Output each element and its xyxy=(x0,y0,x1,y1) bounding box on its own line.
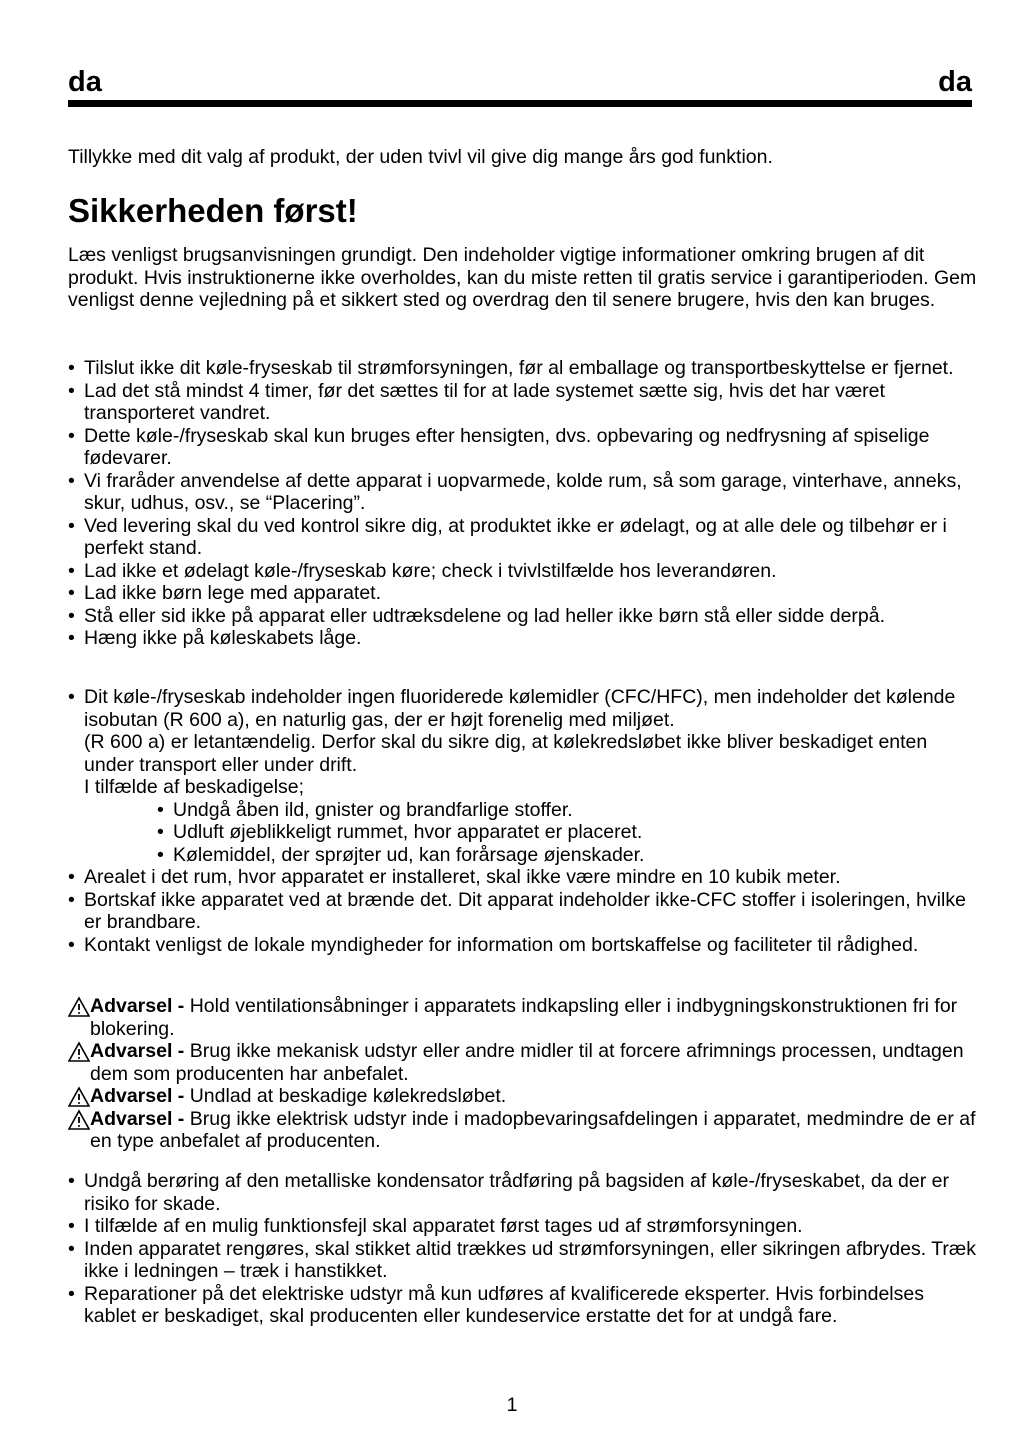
warning-item xyxy=(68,1040,980,1085)
page-number: 1 xyxy=(506,1394,518,1416)
warning-text: Brug ikke mekanisk udstyr eller andre midler til at forcere afrimnings processen, undtagen dem som producenten har anbefalet. xyxy=(90,1040,964,1085)
list-item xyxy=(68,686,980,799)
sub-list-item: • Udluft øjeblikkeligt rummet, hvor apparatet er placeret. xyxy=(68,821,980,844)
refrigerant-continuation: (R 600 a) er letantændelig. Derfor skal du sikre dig, at kølekredsløbet ikke bliver beskadiget enten under transport eller under drift. xyxy=(84,731,928,776)
list-item: • Inden apparatet rengøres, skal stikket altid trækkes ud strømforsyningen, eller sikringen afbrydes. Træk ikke i ledningen – træk i hanstikket. xyxy=(68,1238,980,1283)
warning-triangle-icon xyxy=(68,996,90,1018)
list-item: • Stå eller sid ikke på apparat eller udtræksdelene og lad heller ikke børn stå eller sidde derpå. xyxy=(68,605,980,628)
refrigerant-main: • Dit køle-/fryseskab indeholder ingen fluoriderede kølemidler (CFC/HFC), men indeholder det kølende isobutan (R 600 a), en naturlig gas, der er højt forenelig med miljøet. xyxy=(84,686,956,731)
header-language-left: da xyxy=(68,66,102,98)
warning-triangle-icon xyxy=(68,1109,90,1131)
warning-triangle-icon xyxy=(68,1041,90,1063)
warning-text: Undlad at beskadige kølekredsløbet. xyxy=(189,1085,507,1107)
list-item: • Tilslut ikke dit køle-fryseskab til strømforsyningen, før al emballage og transportbeskyttelse er fjernet. xyxy=(68,357,980,380)
list-item: • Arealet i det rum, hvor apparatet er installeret, skal ikke være mindre en 10 kubik meter. xyxy=(68,866,980,889)
list-item: • Kontakt venligst de lokale myndigheder for information om bortskaffelse og faciliteter til rådighed. xyxy=(68,934,980,957)
sub-list-item: • Undgå åben ild, gnister og brandfarlige stoffer. xyxy=(68,799,980,822)
warning-text: Hold ventilationsåbninger i apparatets indkapsling eller i indbygningskonstruktionen fri for blokering. xyxy=(90,995,958,1040)
body-text: Læs venligst brugsanvisningen grundigt. Den indeholder vigtige informationer omkring brugen af dit produkt. Hvis instruktionerne ikke overholdes, kan du miste retten til gratis service i garantiperioden. Gem venligst denne vejledning på et sikkert sted og overdrag den til senere brugere, hvis den kan bruges. xyxy=(68,244,977,311)
list-item: • Dette køle-/fryseskab skal kun bruges efter hensigten, dvs. opbevaring og nedfrysning af spiselige fødevarer. xyxy=(68,425,980,470)
safety-list xyxy=(68,357,980,650)
damage-intro: I tilfælde af beskadigelse; xyxy=(84,776,305,798)
sub-list-item: • Kølemiddel, der sprøjter ud, kan forårsage øjenskader. xyxy=(68,844,980,867)
section-heading: Sikkerheden først! xyxy=(68,192,358,229)
list-item: • Bortskaf ikke apparatet ved at brænde det. Dit apparat indeholder ikke-CFC stoffer i isoleringen, hvilke er brandbare. xyxy=(68,889,980,934)
warning-text: Brug ikke elektrisk udstyr inde i madopbevaringsafdelingen i apparatet, medmindre de er af en type anbefalet af producenten. xyxy=(90,1107,976,1152)
header-rule xyxy=(68,100,972,107)
list-item: • Lad ikke et ødelagt køle-/fryseskab køre; check i tvivlstilfælde hos leverandøren. xyxy=(68,560,980,583)
intro-text: Tillykke med dit valg af produkt, der uden tvivl vil give dig mange års god funktion. xyxy=(68,146,773,168)
list-item: • Vi fraråder anvendelse af dette apparat i uopvarmede, kolde rum, så som garage, vinterhave, anneks, skur, udhus, osv., se “Placering”. xyxy=(68,470,980,515)
warning-label: Advarsel - xyxy=(90,995,185,1017)
list-item: • Hæng ikke på køleskabets låge. xyxy=(68,627,980,650)
warning-item xyxy=(68,995,980,1040)
list-item: • Undgå berøring af den metalliske kondensator trådføring på bagsiden af køle-/fryseskabet, da der er risiko for skade. xyxy=(68,1170,980,1215)
header-language-right: da xyxy=(938,66,972,98)
maintenance-list xyxy=(68,1170,980,1328)
warning-label: Advarsel - xyxy=(90,1085,185,1107)
list-item: • Ved levering skal du ved kontrol sikre dig, at produktet ikke er ødelagt, og at alle dele og tilbehør er i perfekt stand. xyxy=(68,515,980,560)
warning-label: Advarsel - xyxy=(90,1107,185,1130)
warning-list xyxy=(68,995,980,1153)
warning-triangle-icon xyxy=(68,1086,90,1108)
list-item: • Lad ikke børn lege med apparatet. xyxy=(68,582,980,605)
list-item: • Reparationer på det elektriske udstyr må kun udføres af kvalificerede eksperter. Hvis forbindelses kablet er beskadiget, skal producenten eller kundeservice erstatte det for at undgå fare. xyxy=(68,1283,980,1328)
list-item: • Lad det stå mindst 4 timer, før det sættes til for at lade systemet sætte sig, hvis det har været transporteret vandret. xyxy=(68,380,980,425)
list-item: • I tilfælde af en mulig funktionsfejl skal apparatet først tages ud af strømforsyningen. xyxy=(68,1215,980,1238)
warning-item xyxy=(68,1108,980,1153)
warning-item xyxy=(68,1085,980,1108)
warning-label: Advarsel - xyxy=(90,1040,185,1062)
refrigerant-list xyxy=(68,686,980,956)
